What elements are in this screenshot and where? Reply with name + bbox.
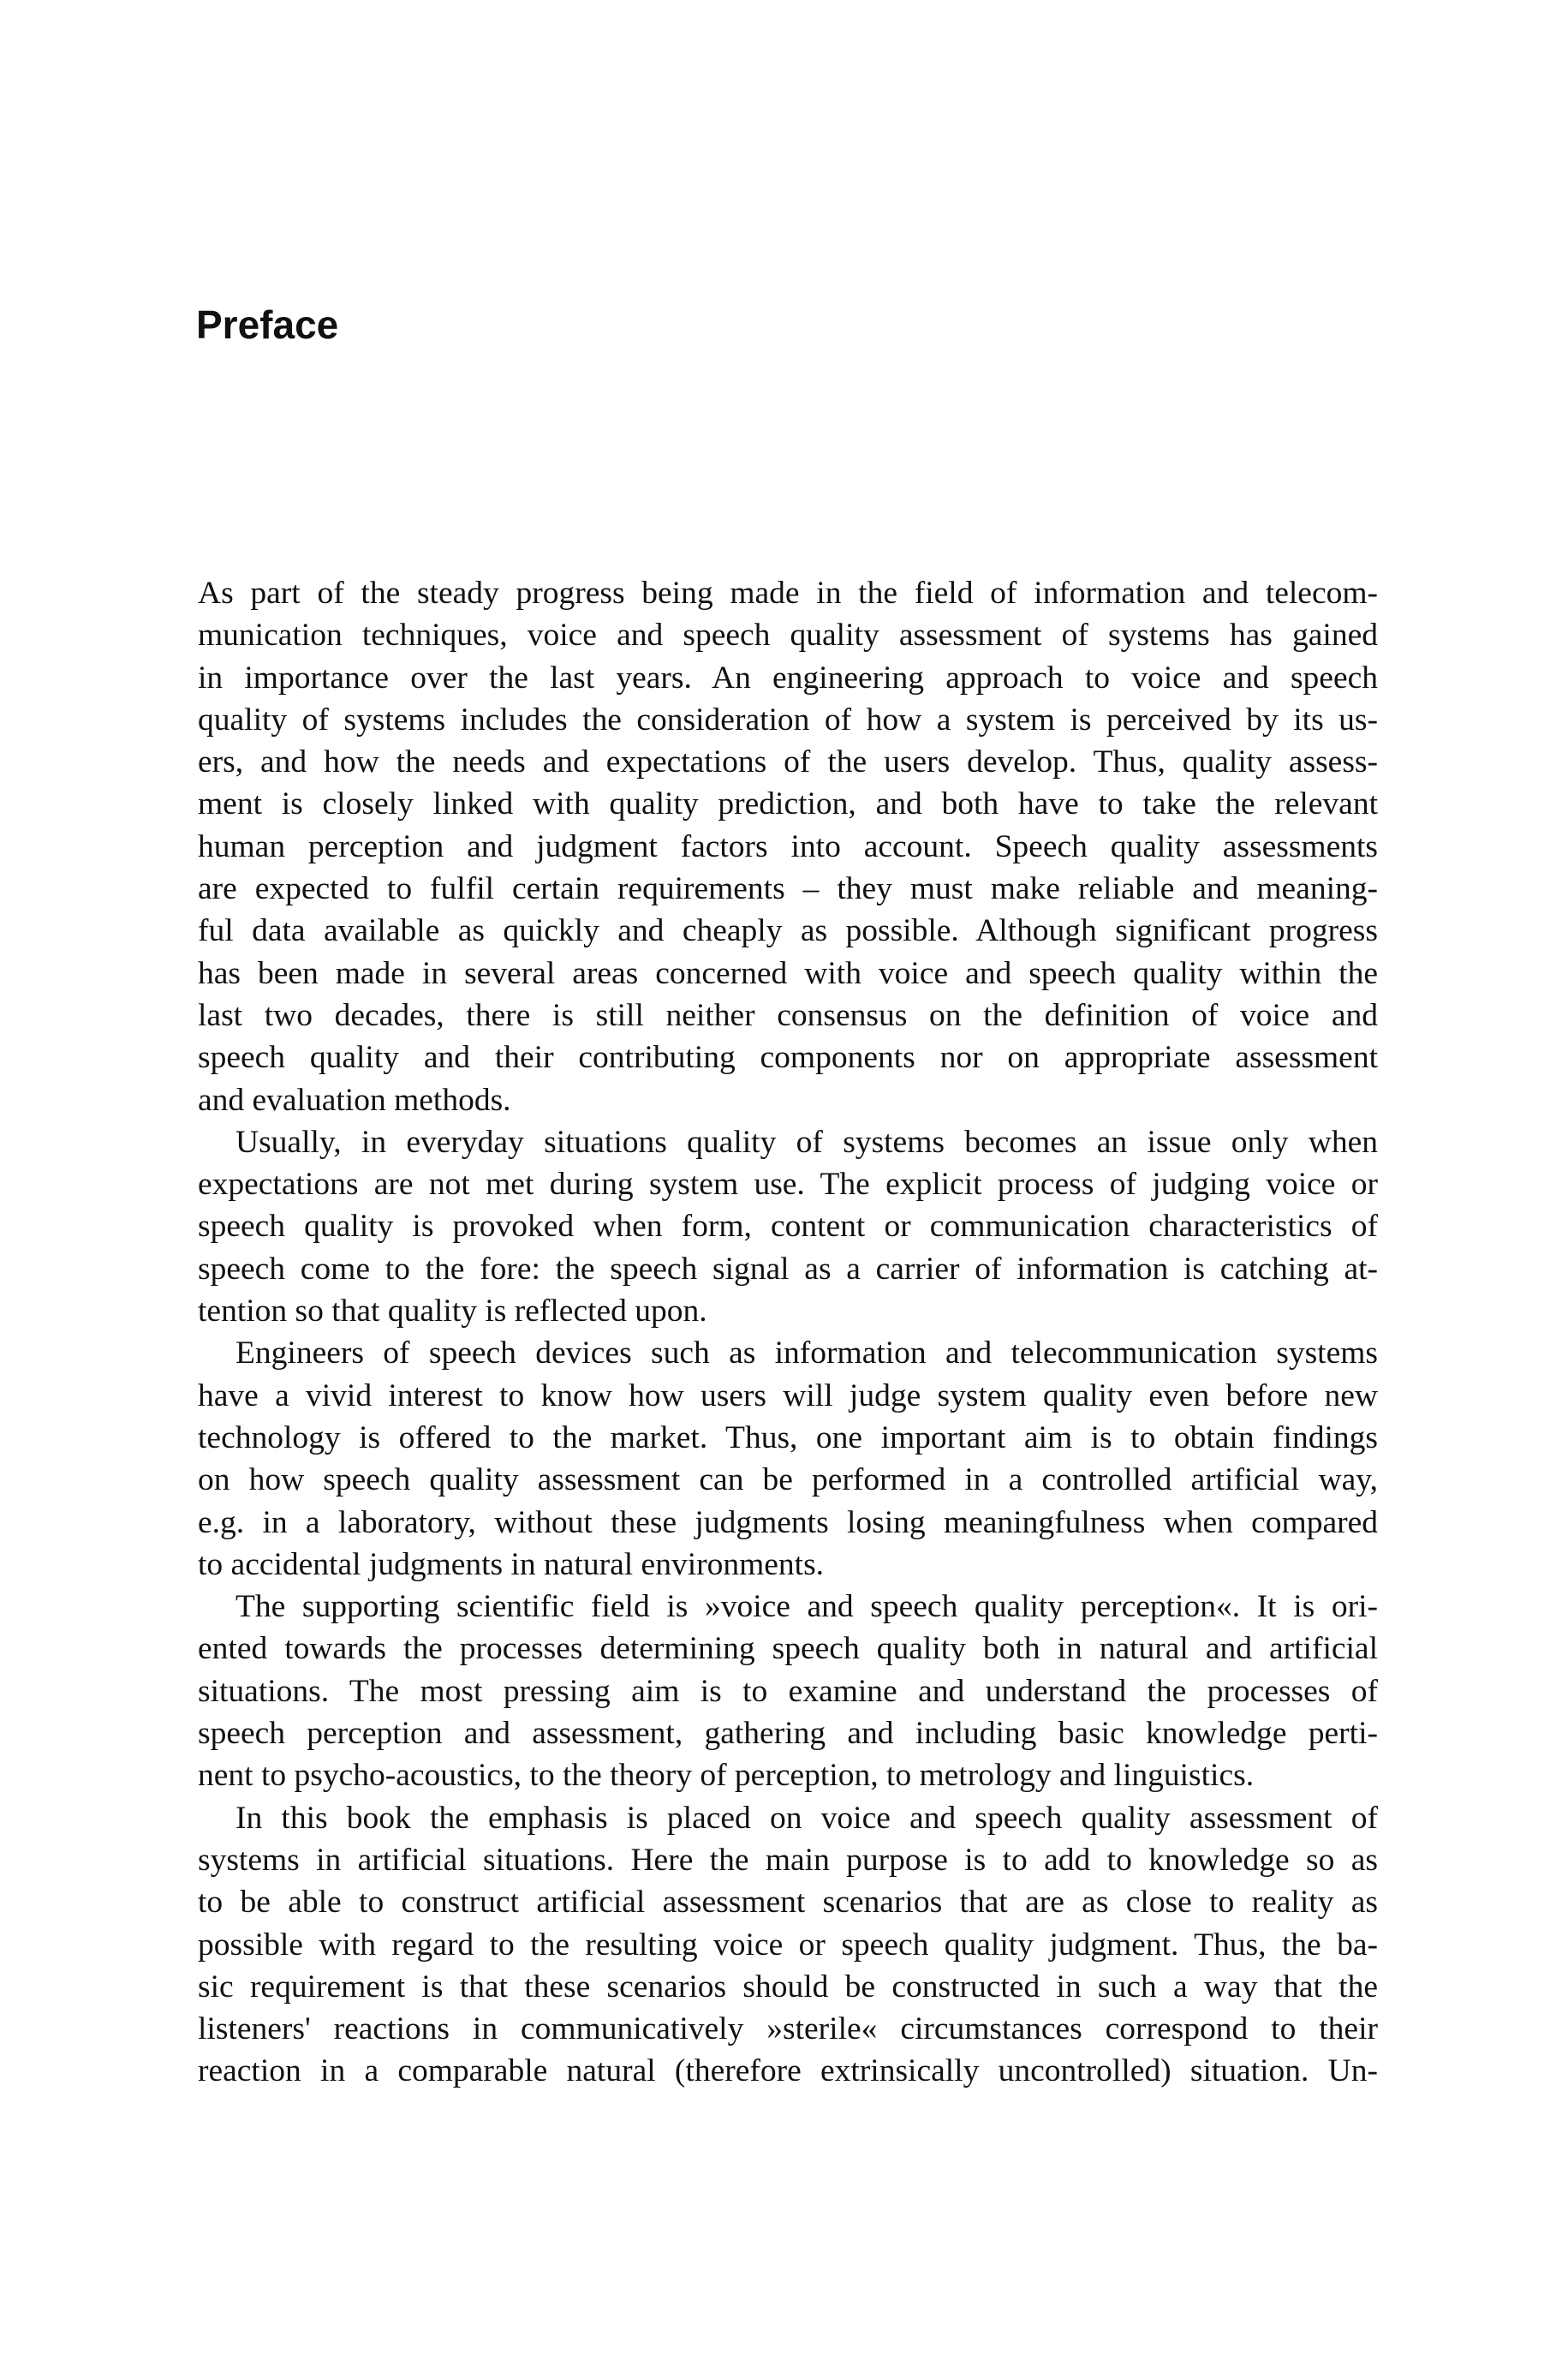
text-line: munication techniques, voice and speech quality assessment of systems has gained bbox=[198, 618, 1378, 654]
text-line: ented towards the processes determining speech quality both in natural and artificial bbox=[198, 1631, 1378, 1667]
text-line: listeners' reactions in communicatively »sterile« circumstances correspond to their bbox=[198, 2011, 1378, 2047]
text-line: are expected to fulfil certain requirements – they must make reliable and meaning- bbox=[198, 871, 1378, 907]
text-line: quality of systems includes the consideration of how a system is perceived by its us- bbox=[198, 702, 1378, 738]
text-line: ful data available as quickly and cheaply as possible. Although significant progress bbox=[198, 913, 1378, 949]
text-line: last two decades, there is still neither consensus on the definition of voice and bbox=[198, 997, 1378, 1033]
paragraph-1 bbox=[198, 572, 1378, 1121]
text-line: speech come to the fore: the speech signal as a carrier of information is catching at- bbox=[198, 1251, 1378, 1287]
text-line: The supporting scientific field is »voice and speech quality perception«. It is ori- bbox=[235, 1589, 1378, 1625]
text-line: systems in artificial situations. Here the main purpose is to add to knowledge so as bbox=[198, 1842, 1378, 1878]
text-line: sic requirement is that these scenarios should be constructed in such a way that the bbox=[198, 1969, 1378, 2005]
text-line: to accidental judgments in natural environments. bbox=[198, 1546, 825, 1582]
text-line: speech quality is provoked when form, content or communication characteristics of bbox=[198, 1209, 1378, 1245]
paragraph-2 bbox=[198, 1121, 1378, 1332]
text-line: Engineers of speech devices such as information and telecommunication systems bbox=[235, 1335, 1378, 1371]
text-line: have a vivid interest to know how users will judge system quality even before new bbox=[198, 1377, 1378, 1413]
paragraph-4 bbox=[198, 1586, 1378, 1796]
text-line: ment is closely linked with quality prediction, and both have to take the relevant bbox=[198, 786, 1378, 822]
text-line: speech perception and assessment, gathering and including basic knowledge perti- bbox=[198, 1716, 1378, 1752]
text-line: e.g. in a laboratory, without these judgments losing meaningfulness when compared bbox=[198, 1504, 1378, 1540]
text-line: possible with regard to the resulting voice or speech quality judgment. Thus, the ba- bbox=[198, 1927, 1378, 1963]
text-line: on how speech quality assessment can be performed in a controlled artificial way, bbox=[198, 1462, 1378, 1498]
text-line: technology is offered to the market. Thus, one important aim is to obtain findings bbox=[198, 1419, 1378, 1455]
text-line: in importance over the last years. An engineering approach to voice and speech bbox=[198, 660, 1378, 696]
text-line: human perception and judgment factors into account. Speech quality assessments bbox=[198, 828, 1378, 864]
text-line: Usually, in everyday situations quality of systems becomes an issue only when bbox=[235, 1124, 1378, 1160]
text-line: situations. The most pressing aim is to examine and understand the processes of bbox=[198, 1673, 1378, 1709]
text-line: expectations are not met during system use. The explicit process of judging voice or bbox=[198, 1167, 1378, 1203]
text-line: to be able to construct artificial assessment scenarios that are as close to reality as bbox=[198, 1885, 1378, 1921]
paragraph-5 bbox=[198, 1797, 1378, 2093]
text-line: tention so that quality is reflected upon. bbox=[198, 1294, 707, 1329]
page-title: Preface bbox=[196, 302, 339, 347]
text-line: nent to psycho-acoustics, to the theory of perception, to metrology and linguistics. bbox=[198, 1758, 1255, 1794]
paragraph-3 bbox=[198, 1332, 1378, 1586]
text-line: ers, and how the needs and expectations of the users develop. Thus, quality assess- bbox=[198, 744, 1378, 780]
text-line: speech quality and their contributing components nor on appropriate assessment bbox=[198, 1040, 1378, 1076]
text-line: has been made in several areas concerned with voice and speech quality within the bbox=[198, 955, 1378, 991]
text-line: In this book the emphasis is placed on voice and speech quality assessment of bbox=[235, 1800, 1378, 1836]
text-line: reaction in a comparable natural (therefore extrinsically uncontrolled) situation. Un- bbox=[198, 2053, 1378, 2089]
body-text bbox=[198, 572, 1378, 2093]
text-line: As part of the steady progress being made in the field of information and telecom- bbox=[198, 576, 1378, 611]
text-line: and evaluation methods. bbox=[198, 1082, 511, 1118]
